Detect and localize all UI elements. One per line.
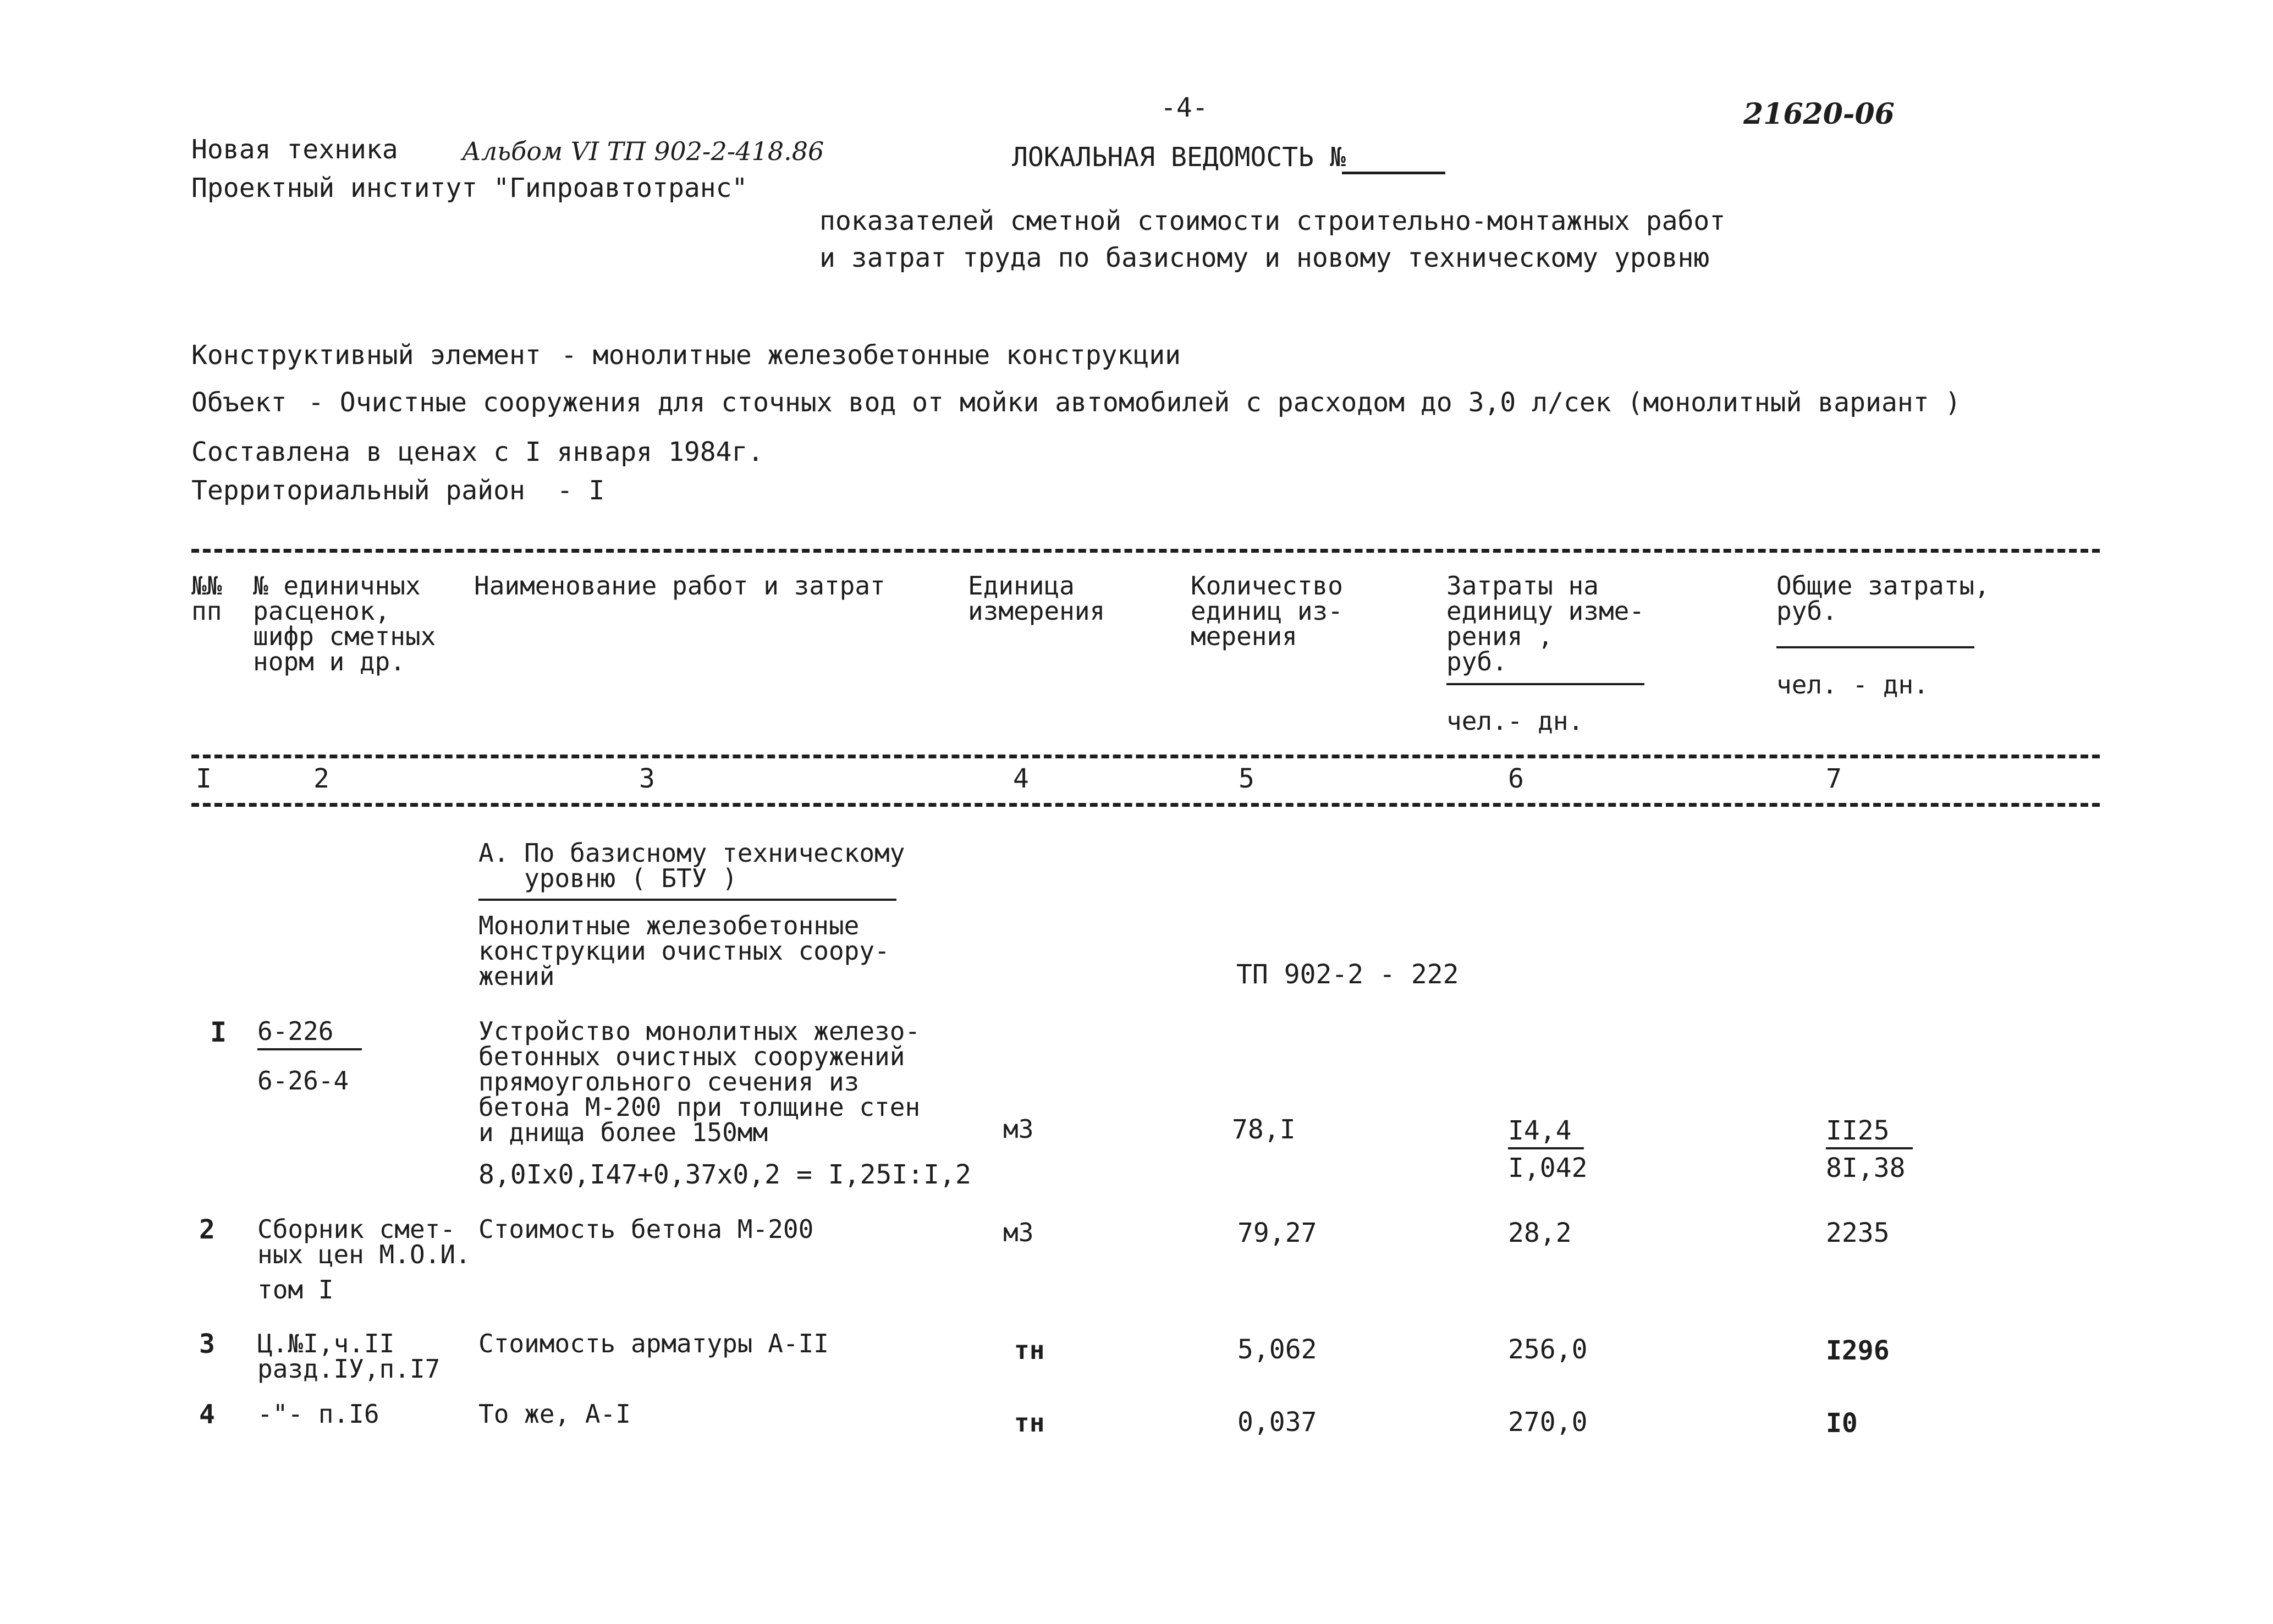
row-2-code: Сборник смет- ных цен М.О.И. [257,1214,471,1269]
column-numbers-bottom-rule [191,803,2100,807]
page-number: -4- [1160,92,1208,123]
section-title-underline [478,899,896,901]
row-4-name: То же, А-I [478,1399,631,1429]
header-col-6-bottom: чел.- дн. [1446,706,1584,736]
row-3-code: Ц.№I,ч.II разд.IУ,п.I7 [257,1329,441,1384]
institute-name: Проектный институт "Гипроавтотранс" [191,173,748,203]
row-2-code-extra: том I [257,1275,334,1304]
row-2-total-cost: 2235 [1826,1218,1890,1248]
column-number-3: 3 [639,763,655,794]
row-2-number: 2 [199,1214,215,1245]
header-col-2: № единичных расценок, шифр сметных норм и др. [253,571,436,676]
header-col-1: №№ пп [191,571,222,626]
row-1-number: I [210,1016,227,1048]
column-numbers-top-rule [191,755,2100,758]
element-label: Конструктивный элемент [191,340,541,371]
row-4-total-cost: I0 [1826,1408,1858,1439]
row-3-total-cost: I296 [1826,1335,1890,1366]
row-1-code-bottom: 6-26-4 [257,1066,349,1095]
column-number-4: 4 [1013,763,1029,794]
row-1-code-divider [257,1048,362,1050]
object-value: - Очистные сооружения для сточных вод от мойки автомобилей с расходом до 3,0 л/сек (монолитный вариант ) [308,387,1961,418]
section-title: А. По базисному техническому уровню ( БТУ ) [478,838,905,893]
row-1-name: Устройство монолитных железо- бетонных очистных сооружений прямоугольного сечения из бетона М-200 при толщине стен и днища более 150мм [478,1016,921,1147]
group-reference: ТП 902-2 - 222 [1236,959,1459,990]
row-1-unit-labor: I,042 [1508,1153,1588,1183]
row-1-total-cost-divider [1826,1147,1913,1149]
album-reference: Альбом VI ТП 902-2-418.86 [462,136,824,166]
row-1-unit-cost: I4,4 [1508,1115,1572,1146]
group-title: Монолитные железобетонные конструкции очистных соору- жений [478,911,890,991]
statement-title: ЛОКАЛЬНАЯ ВЕДОМОСТЬ № [1012,142,1346,173]
row-4-code: -"- п.I6 [257,1399,379,1429]
header-col-7-bottom: чел. - дн. [1776,670,1929,700]
row-3-name: Стоимость арматуры А-II [478,1329,829,1358]
row-2-unit-cost: 28,2 [1508,1218,1572,1248]
row-1-code-top: 6-226 [257,1016,334,1046]
row-1-formula: 8,0Iх0,I47+0,37х0,2 = I,25I:I,2 [478,1159,971,1190]
row-1-unit-cost-divider [1508,1147,1584,1149]
row-3-unit: тн [1014,1335,1045,1365]
header-col-3: Наименование работ и затрат [474,571,885,601]
statement-subtitle-1: показателей сметной стоимости строительно-монтажных работ [819,206,1726,236]
row-4-unit-cost: 270,0 [1508,1407,1588,1438]
row-3-quantity: 5,062 [1237,1334,1317,1365]
statement-number-line [1342,172,1445,174]
row-4-number: 4 [199,1399,215,1430]
header-col-4: Единица измерения [968,571,1105,626]
header-col-6-divider [1446,683,1644,685]
row-2-quantity: 79,27 [1237,1218,1317,1248]
column-number-2: 2 [313,763,329,794]
row-1-total-labor: 8I,38 [1826,1153,1906,1183]
document-code: 21620-06 [1743,97,1895,131]
header-col-6-top: Затраты на единицу изме- рения , руб. [1446,571,1645,676]
row-4-unit: тн [1014,1408,1045,1438]
prices-line: Составлена в ценах с I января 1984г. [191,437,764,467]
column-number-1: I [196,763,212,794]
column-number-7: 7 [1826,763,1842,794]
row-4-quantity: 0,037 [1237,1407,1317,1438]
column-number-6: 6 [1508,763,1524,794]
new-technique-label: Новая техника [191,134,398,165]
row-1-unit: м3 [1003,1114,1034,1144]
region-line: Территориальный район - I [191,475,605,506]
row-1-total-cost: II25 [1826,1115,1890,1146]
table-top-rule [191,549,2100,553]
row-1-quantity: 78,I [1232,1114,1296,1145]
row-2-unit: м3 [1003,1218,1034,1247]
header-col-5: Количество единиц из- мерения [1191,571,1343,651]
element-value: - монолитные железобетонные конструкции [561,340,1181,371]
row-2-name: Стоимость бетона М-200 [478,1214,814,1244]
statement-subtitle-2: и затрат труда по базисному и новому техническому уровню [819,243,1710,273]
object-label: Объект [191,387,287,418]
row-3-unit-cost: 256,0 [1508,1334,1588,1365]
header-col-7-divider [1776,646,1974,648]
column-number-5: 5 [1239,763,1254,794]
header-col-7-top: Общие затраты, руб. [1776,571,1990,626]
row-3-number: 3 [199,1329,215,1359]
